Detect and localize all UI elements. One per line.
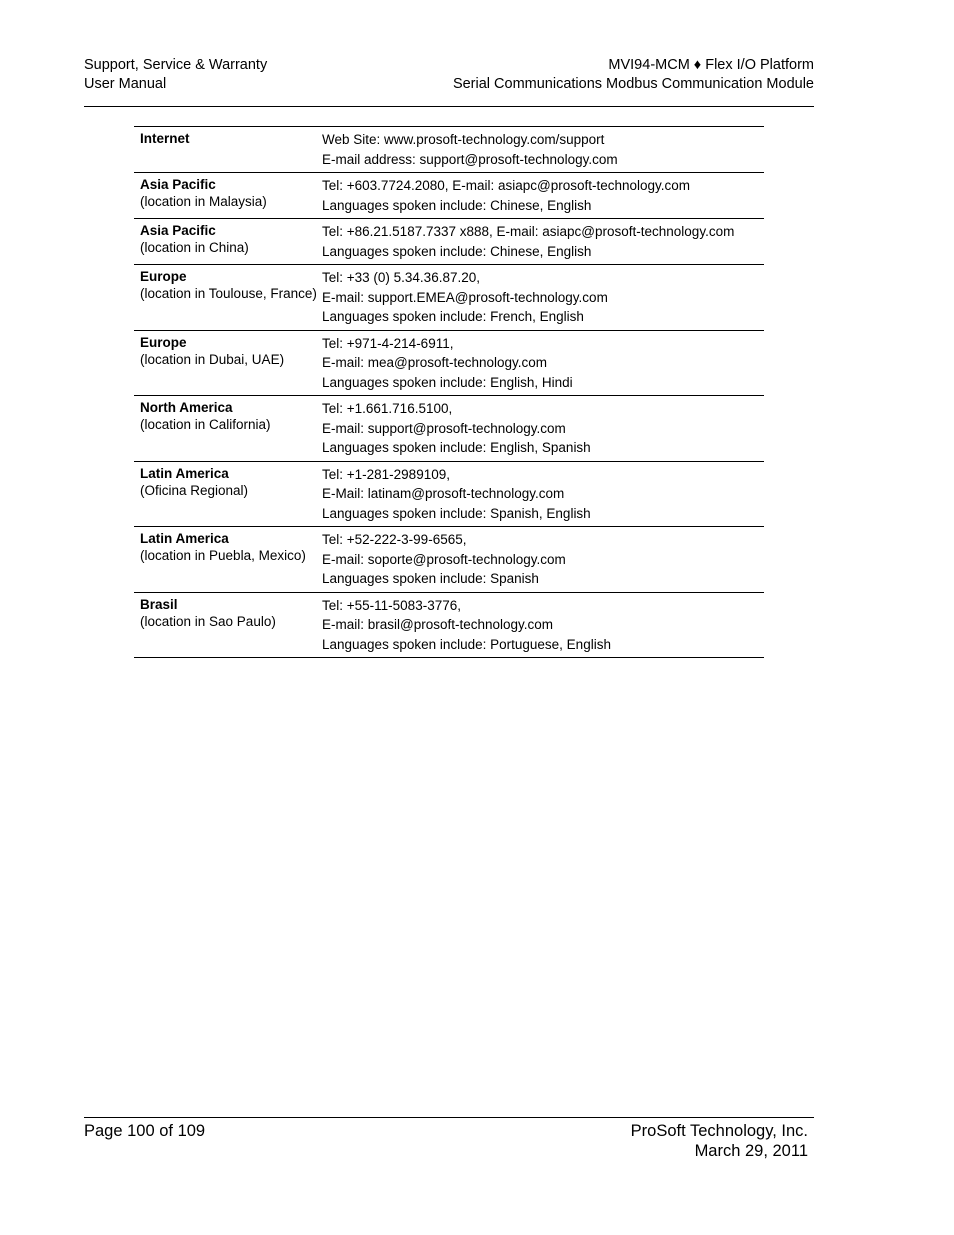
page-footer xyxy=(84,1117,814,1160)
contact-detail-cell xyxy=(322,130,764,169)
region-location: (location in Malaysia) xyxy=(140,194,267,209)
contact-detail-line: Tel: +33 (0) 5.34.36.87.20, xyxy=(322,270,480,285)
contact-row xyxy=(134,462,764,528)
contact-detail-cell xyxy=(322,176,764,215)
region-location: (location in Puebla, Mexico) xyxy=(140,548,306,563)
contact-region-cell xyxy=(134,596,322,655)
contact-row xyxy=(134,219,764,265)
region-location: (location in California) xyxy=(140,417,271,432)
contact-detail-line: Web Site: www.prosoft-technology.com/support xyxy=(322,132,605,147)
contact-detail-line: Languages spoken include: English, Spanish xyxy=(322,440,591,455)
contact-row xyxy=(134,396,764,462)
contact-row xyxy=(134,331,764,397)
contact-region-cell xyxy=(134,465,322,524)
contact-row xyxy=(134,127,764,173)
region-name: Europe xyxy=(140,269,187,284)
contact-detail-line: Tel: +1-281-2989109, xyxy=(322,466,450,482)
region-name: Asia Pacific xyxy=(140,177,216,192)
header-section-title: Support, Service & Warranty xyxy=(84,57,268,73)
region-name: Latin America xyxy=(140,465,229,481)
contact-region-cell xyxy=(134,222,322,261)
contact-detail-line: E-mail: mea@prosoft-technology.com xyxy=(322,355,548,370)
contact-detail-line: Languages spoken include: Chinese, English xyxy=(322,243,592,259)
footer-left xyxy=(84,1121,205,1141)
contact-detail-cell xyxy=(322,334,764,393)
region-location: (location in Sao Paulo) xyxy=(140,613,276,629)
contact-detail-line: Tel: +52-222-3-99-6565, xyxy=(322,532,467,547)
region-name: North America xyxy=(140,400,233,415)
region-name: Internet xyxy=(140,131,190,146)
region-location: (location in Toulouse, France) xyxy=(140,286,317,301)
region-name: Asia Pacific xyxy=(140,223,216,238)
header-product-subtitle: Serial Communications Modbus Communication Module xyxy=(452,76,814,92)
footer-right xyxy=(631,1121,808,1161)
contact-detail-line: Languages spoken include: English, Hindi xyxy=(322,374,573,390)
region-location: (location in Dubai, UAE) xyxy=(140,351,285,367)
contact-region-cell xyxy=(134,334,322,393)
contact-detail-cell xyxy=(322,530,764,589)
contact-detail-line: Tel: +55-11-5083-3776, xyxy=(322,597,461,613)
contact-detail-line: E-mail: soporte@prosoft-technology.com xyxy=(322,551,566,567)
contact-detail-line: Tel: +971-4-214-6911, xyxy=(322,335,454,351)
contact-detail-cell xyxy=(322,268,764,327)
contact-detail-line: E-Mail: latinam@prosoft-technology.com xyxy=(322,486,565,501)
contact-detail-line: Languages spoken include: Spanish, English xyxy=(322,505,591,521)
contact-region-cell xyxy=(134,176,322,215)
contact-detail-line: Tel: +1.661.716.5100, xyxy=(322,401,453,416)
contact-detail-line: Languages spoken include: Spanish xyxy=(322,571,539,586)
contact-row xyxy=(134,527,764,593)
contact-detail-line: Languages spoken include: Chinese, English xyxy=(322,197,592,213)
header-product-title: MVI94-MCM ♦ Flex I/O Platform xyxy=(608,57,814,73)
footer-date: March 29, 2011 xyxy=(694,1142,808,1160)
contact-detail-cell xyxy=(322,465,764,524)
region-location: (Oficina Regional) xyxy=(140,482,249,498)
contact-detail-line: Languages spoken include: French, English xyxy=(322,309,584,324)
page-header xyxy=(84,56,814,107)
contact-table xyxy=(134,126,764,658)
footer-company: ProSoft Technology, Inc. xyxy=(630,1122,808,1140)
header-right xyxy=(453,56,814,94)
contact-region-cell xyxy=(134,130,322,169)
contact-detail-cell xyxy=(322,596,764,655)
contact-detail-line: Tel: +86.21.5187.7337 x888, E-mail: asiapc@prosoft-technology.com xyxy=(322,224,735,239)
contact-detail-cell xyxy=(322,222,764,261)
contact-detail-line: E-mail address: support@prosoft-technology.com xyxy=(322,151,618,167)
header-left xyxy=(84,56,267,94)
region-name: Latin America xyxy=(140,531,229,546)
contact-row xyxy=(134,593,764,659)
region-location: (location in China) xyxy=(140,240,249,255)
region-name: Brasil xyxy=(140,596,178,612)
page-number: Page 100 of 109 xyxy=(84,1122,206,1140)
contact-row xyxy=(134,265,764,331)
contact-row xyxy=(134,173,764,219)
contact-region-cell xyxy=(134,399,322,458)
contact-detail-cell xyxy=(322,399,764,458)
contact-detail-line: E-mail: support@prosoft-technology.com xyxy=(322,420,566,436)
contact-detail-line: Languages spoken include: Portuguese, English xyxy=(322,636,611,652)
contact-region-cell xyxy=(134,530,322,589)
contact-detail-line: Tel: +603.7724.2080, E-mail: asiapc@prosoft-technology.com xyxy=(322,178,691,193)
contact-detail-line: E-mail: brasil@prosoft-technology.com xyxy=(322,617,554,632)
header-doc-type: User Manual xyxy=(84,76,167,92)
contact-region-cell xyxy=(134,268,322,327)
region-name: Europe xyxy=(140,334,187,350)
contact-detail-line: E-mail: support.EMEA@prosoft-technology.com xyxy=(322,289,608,305)
